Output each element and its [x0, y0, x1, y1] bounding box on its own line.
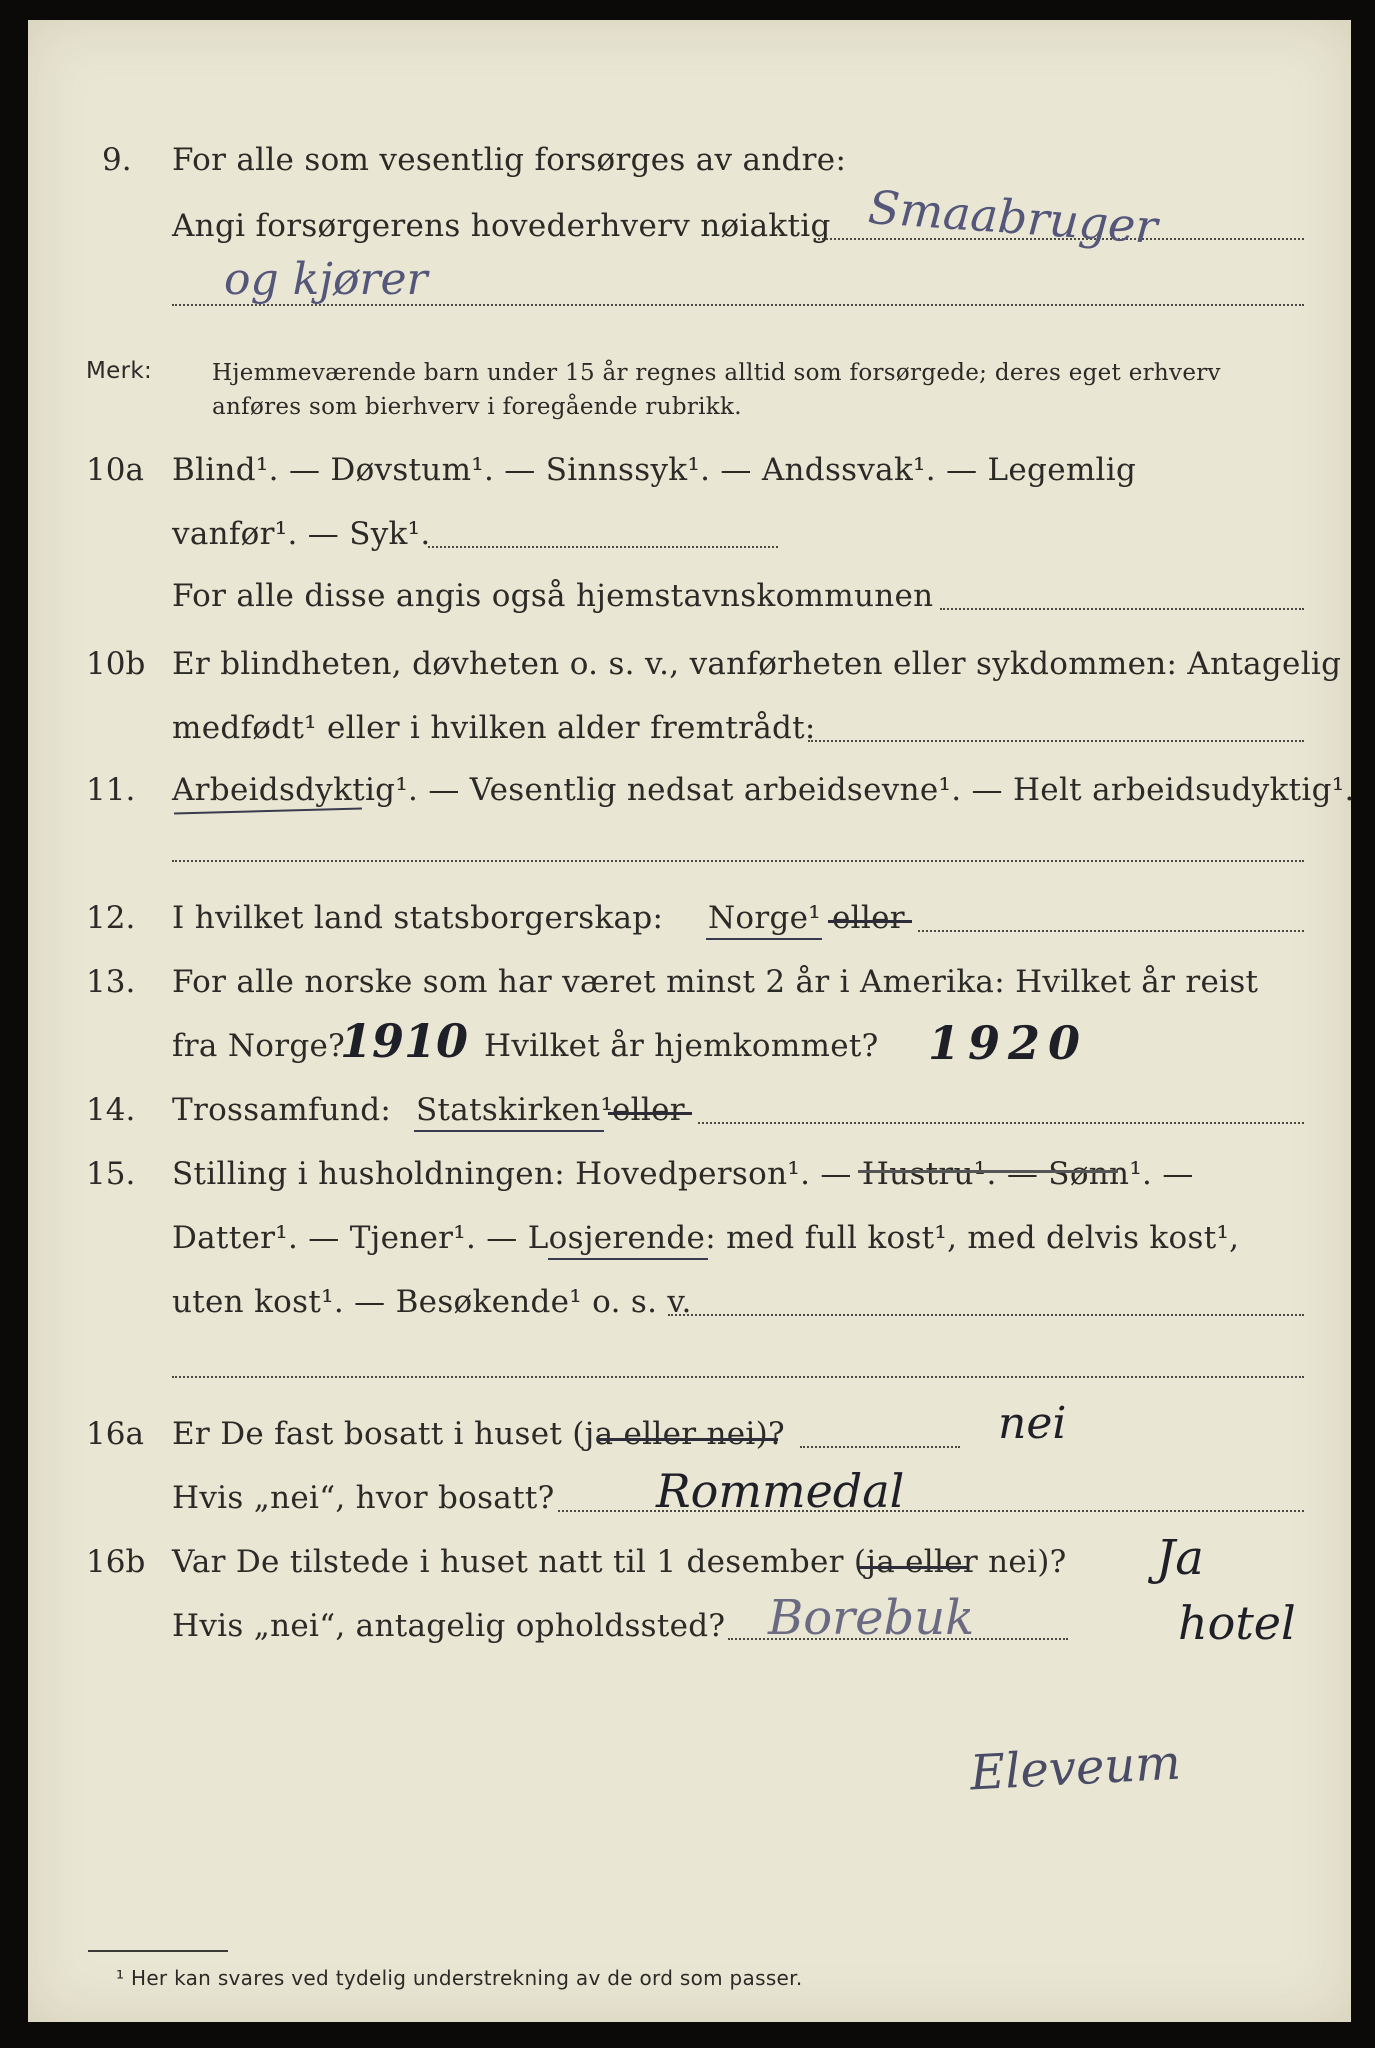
q12-number: 12. — [86, 900, 136, 936]
q12-eller: eller — [832, 900, 905, 936]
merk-line2: anføres som bierhverv i foregående rubrikk. — [212, 394, 742, 420]
q9-answer1: Smaabruger — [866, 179, 1160, 255]
footnote: ¹ Her kan svares ved tydelig understrekning av de ord som passer. — [116, 1966, 803, 1990]
q15-number: 15. — [86, 1156, 136, 1192]
q16b-answer1: Ja — [1156, 1530, 1204, 1586]
merk-line1: Hjemmeværende barn under 15 år regnes alltid som forsørgede; deres eget erhverv — [212, 360, 1221, 386]
q16a-answer-line1 — [800, 1446, 960, 1448]
q14-underline-statskirken — [414, 1130, 604, 1132]
q14-number: 14. — [86, 1092, 136, 1128]
q16a-strike-ja-eller-nei — [598, 1438, 778, 1441]
merk-label: Merk: — [86, 358, 153, 384]
q9-answer-line2 — [172, 304, 1304, 306]
q16b-answer2b: hotel — [1178, 1596, 1296, 1650]
census-form-page — [28, 20, 1355, 2022]
q11-line1: Arbeidsdyktig¹. — Vesentlig nedsat arbeidsevne¹. — Helt arbeidsudyktig¹. — [172, 772, 1355, 808]
q16b-answer-line2 — [728, 1638, 1068, 1640]
q14-strike-eller — [608, 1112, 692, 1115]
q10a-kommune-line — [940, 608, 1304, 610]
q15-underline-losjerende — [548, 1258, 708, 1260]
q16a-line1: Er De fast bosatt i huset (ja eller nei)? — [172, 1416, 785, 1452]
q9-answer2: og kjører — [224, 254, 428, 305]
footnote-rule — [88, 1950, 228, 1952]
q15-line3: uten kost¹. — Besøkende¹ o. s. v. — [172, 1284, 692, 1320]
q16a-answer1: nei — [998, 1398, 1067, 1449]
q16a-answer-line2 — [558, 1510, 1304, 1512]
q16b-line2: Hvis „nei“, antagelig opholdssted? — [172, 1608, 726, 1644]
q12-answer-line — [918, 930, 1304, 932]
q12-option-norge: Norge¹ — [708, 900, 822, 936]
q13-line1: For alle norske som har været minst 2 år i Amerika: Hvilket år reist — [172, 964, 1259, 1000]
q15-strike-hustru — [858, 1170, 1118, 1173]
q14-eller: eller — [612, 1092, 685, 1128]
q11-number: 11. — [86, 772, 136, 808]
q12-text: I hvilket land statsborgerskap: — [172, 900, 664, 936]
q10a-number: 10a — [86, 452, 144, 488]
q14-answer-line — [698, 1122, 1304, 1124]
q13-number: 13. — [86, 964, 136, 1000]
q9-number: 9. — [102, 142, 132, 178]
q10b-answer-line — [808, 740, 1304, 742]
q15-answer-line1 — [668, 1314, 1304, 1316]
q10a-line1: Blind¹. — Døvstum¹. — Sinnssyk¹. — Andssvak¹. — Legemlig — [172, 452, 1137, 488]
q10a-line3: For alle disse angis også hjemstavnskommunen — [172, 578, 934, 614]
q10b-line1: Er blindheten, døvheten o. s. v., vanførheten eller sykdommen: Antagelig — [172, 646, 1342, 682]
q12-strike-eller — [828, 920, 912, 923]
q10a-answer-line — [428, 546, 778, 548]
q13-answer-reist: 1910 — [340, 1014, 469, 1068]
q11-underline-arbeidsdyktig — [174, 808, 362, 815]
q9-line1: For alle som vesentlig forsørges av andre: — [172, 142, 847, 178]
enumerator-signature: Eleveum — [968, 1734, 1183, 1802]
q15-answer-line2 — [172, 1376, 1304, 1378]
q10b-line2: medfødt¹ eller i hvilken alder fremtrådt: — [172, 710, 816, 746]
q14-text: Trossamfund: — [172, 1092, 392, 1128]
q15-line1: Stilling i husholdningen: Hovedperson¹. — Hustru¹. — Sønn¹. — — [172, 1156, 1194, 1192]
q16a-answer2: Rommedal — [656, 1464, 905, 1518]
q16b-strike-ja-eller — [858, 1566, 968, 1569]
q12-underline-norge — [706, 938, 822, 940]
q11-answer-line — [172, 860, 1304, 862]
q16a-line2: Hvis „nei“, hvor bosatt? — [172, 1480, 555, 1516]
q16b-number: 16b — [86, 1544, 146, 1580]
q9-line2: Angi forsørgerens hovederhverv nøiaktig — [172, 208, 831, 244]
q16b-line1: Var De tilstede i huset natt til 1 desember (ja eller nei)? — [172, 1544, 1067, 1580]
q10b-number: 10b — [86, 646, 146, 682]
q13-line2b: Hvilket år hjemkommet? — [484, 1028, 879, 1064]
q16b-answer2a: Borebuk — [768, 1590, 975, 1646]
q13-answer-hjem: 1920 — [928, 1016, 1089, 1070]
q13-line2a: fra Norge? — [172, 1028, 346, 1064]
q10a-line2: vanfør¹. — Syk¹. — [172, 516, 431, 552]
q14-option-statskirken: Statskirken¹ — [416, 1092, 614, 1128]
q15-line2: Datter¹. — Tjener¹. — Losjerende: med full kost¹, med delvis kost¹, — [172, 1220, 1240, 1256]
q16a-number: 16a — [86, 1416, 144, 1452]
